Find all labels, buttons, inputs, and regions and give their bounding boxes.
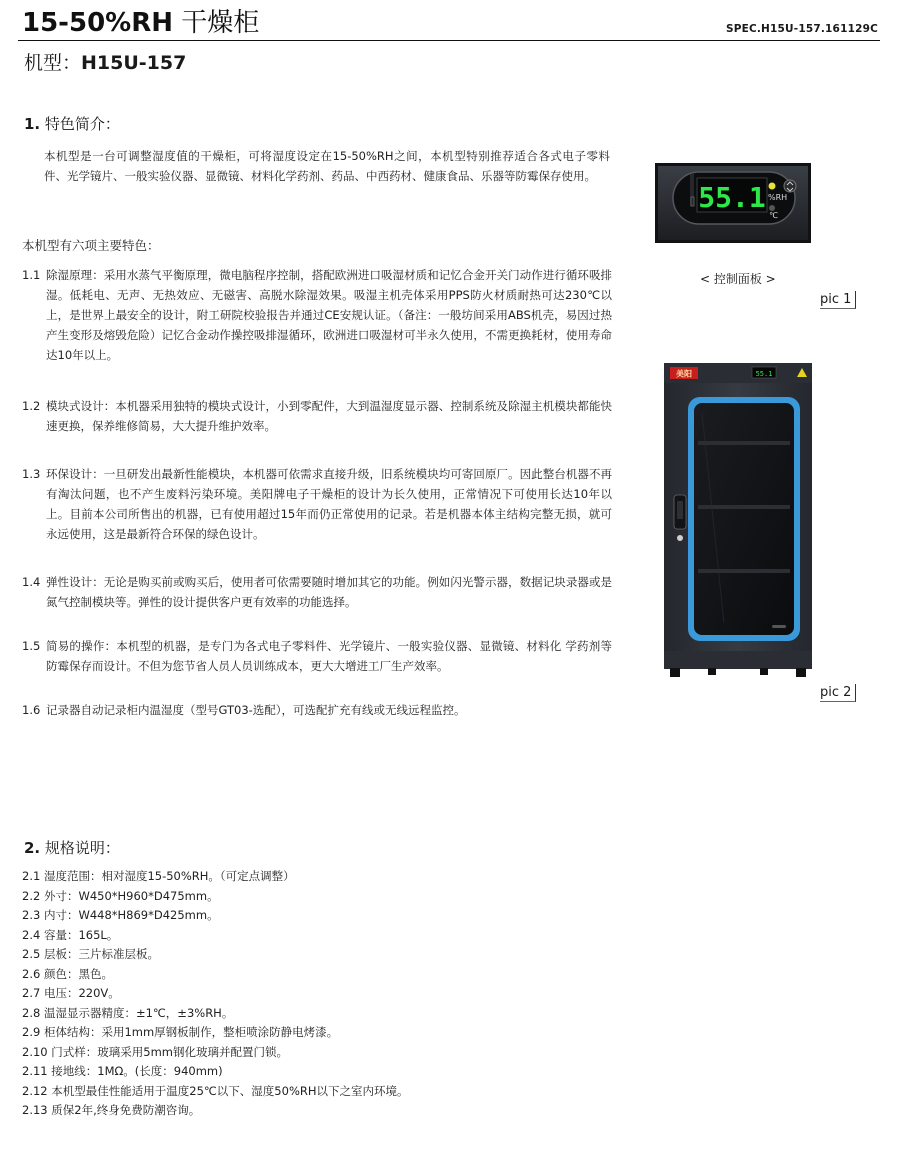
- section1-number: 1.: [24, 115, 41, 133]
- feature-item: [22, 265, 612, 365]
- spec-item: 2.13 质保2年,终身免费防潮咨询。: [22, 1103, 201, 1117]
- panel-rh-unit: %RH: [768, 193, 788, 202]
- spec-code: SPEC.H15U-157.161129C: [725, 23, 878, 35]
- spec-item: 2.6 颜色：黑色。: [22, 966, 113, 981]
- feature-text: 环保设计：一旦研发出最新性能模块，本机器可依需求直接升级，旧系统模块均可寄回原厂。因此整台机器不再有淘汰问题，也不产生废料污染环境。美阳牌电子干燥柜的设计为长久使用，正常情况下可使用长达10年以上。目前本公司所售出的机器，已有使用超过15年而仍正常使用的记录。若是机器本体主结构完整无损，就可永远使用，这是最新符合环保的绿色设计。: [46, 467, 612, 541]
- title-product-name: 干燥柜: [181, 8, 260, 38]
- panel-display-digits: 55.1: [698, 181, 766, 214]
- feature-number: 1.5: [22, 639, 41, 653]
- spec-item: 2.2 外寸：W450*H960*D475mm。: [22, 888, 219, 903]
- feature-text: 简易的操作：本机型的机器，是专门为各式电子零料件、光学镜片、一般实验仪器、显微镜、材料化 学药剂等防霉保存而设计。不但为您节省人员人员训练成本，更大大增进工厂生产效率。: [46, 639, 612, 673]
- feature-number: 1.1: [22, 268, 41, 282]
- spec-item: 2.5 层板：三片标准层板。: [22, 947, 159, 961]
- spec-item: 2.9 柜体结构：采用1mm厚钢板制作，整柜喷涂防静电烤漆。: [22, 1025, 339, 1039]
- section1-intro: 本机型是一台可调整湿度值的干燥柜，可将湿度设定在15-50%RH之间，本机型特别推荐适合各式电子零料件、光学镜片、一般实验仪器、显微镜、材料化学药剂、药品、中西药材、健康食品、乐器等防霉保存使用。: [44, 149, 610, 183]
- header-divider: [18, 40, 880, 41]
- section2-number: 2.: [24, 839, 41, 857]
- cabinet-mini-display: 55.1: [755, 370, 773, 378]
- spec-item: 2.1 湿度范围：相对湿度15-50%RH。（可定点调整）: [22, 869, 295, 883]
- pic1-label: pic 1: [820, 291, 856, 309]
- spec-item: 2.8 温湿显示器精度：±1℃，±3%RH。: [22, 1005, 234, 1020]
- feature-item: [22, 700, 612, 720]
- panel-celsius-unit: ℃: [769, 211, 778, 220]
- document-title: [22, 6, 259, 40]
- feature-text: 模块式设计：本机器采用独特的模块式设计，小到零配件，大到温湿度显示器、控制系统及除湿主机模块都能快速更换，保养维修简易，大大提升维护效率。: [46, 399, 612, 433]
- feature-number: 1.2: [22, 399, 41, 413]
- spec-item: 2.4 容量：165L。: [22, 927, 119, 942]
- feature-number: 1.3: [22, 467, 41, 481]
- spec-item: 2.3 内寸：W448*H869*D425mm。: [22, 908, 219, 922]
- spec-item: 2.11 接地线：1MΩ。(长度：940mm): [22, 1064, 223, 1078]
- model-line: [24, 50, 186, 76]
- feature-text: 记录器自动记录柜内温湿度（型号GT03-选配），可选配扩充有线或无线远程监控。: [46, 703, 466, 717]
- cabinet-brand-label: 美阳: [676, 368, 692, 379]
- spec-item: 2.10 门式样：玻璃采用5mm钢化玻璃并配置门锁。: [22, 1044, 288, 1059]
- dry-cabinet-image: [664, 363, 812, 677]
- section2-heading: [24, 838, 120, 858]
- feature-number: 1.4: [22, 575, 41, 589]
- model-label: 机型：: [24, 52, 82, 74]
- feature-item: [22, 572, 612, 612]
- control-panel-caption: < 控制面板 >: [700, 272, 776, 286]
- feature-item: [22, 396, 612, 436]
- feature-item: [22, 464, 612, 544]
- section1-title: 特色简介：: [44, 115, 120, 133]
- feature-number: 1.6: [22, 703, 41, 717]
- model-code: H15U-157: [81, 52, 187, 74]
- feature-text: 除湿原理：采用水蒸气平衡原理，微电脑程序控制，搭配欧洲进口吸湿材质和记忆合金开关门动作进行循环吸排湿。低耗电、无声、无热效应、无磁害、高脱水除湿效果。吸湿主机壳体采用PPS防火材质耐热可达230℃以上，是世界上最安全的设计，附工研院校验报告并通过CE安规认证。（备注：一般坊间采用ABS机壳，易因过热产生变形及熔毁危险）记忆合金动作操控吸排湿循环，欧洲进口吸湿材可半永久使用，不需更换耗材，使用寿命达10年以上。: [46, 268, 612, 362]
- spec-item: 2.7 电压：220V。: [22, 986, 120, 1000]
- section2-title: 规格说明：: [44, 839, 120, 857]
- section1-heading: [24, 114, 120, 134]
- pic2-label: pic 2: [820, 684, 856, 702]
- spec-list: [22, 867, 409, 1121]
- feature-text: 弹性设计：无论是购买前或购买后，使用者可依需要随时增加其它的功能。例如闪光警示器，数据记块录器或是氮气控制模块等。弹性的设计提供客户更有效率的功能选择。: [46, 575, 612, 609]
- control-panel-image: [655, 163, 811, 243]
- spec-item: 2.12 本机型最佳性能适用于温度25℃以下、湿度50%RH以下之室内环境。: [22, 1083, 409, 1098]
- title-humidity-range: 15-50%RH: [22, 8, 173, 38]
- features-heading: 本机型有六项主要特色：: [22, 238, 160, 253]
- feature-item: [22, 636, 612, 676]
